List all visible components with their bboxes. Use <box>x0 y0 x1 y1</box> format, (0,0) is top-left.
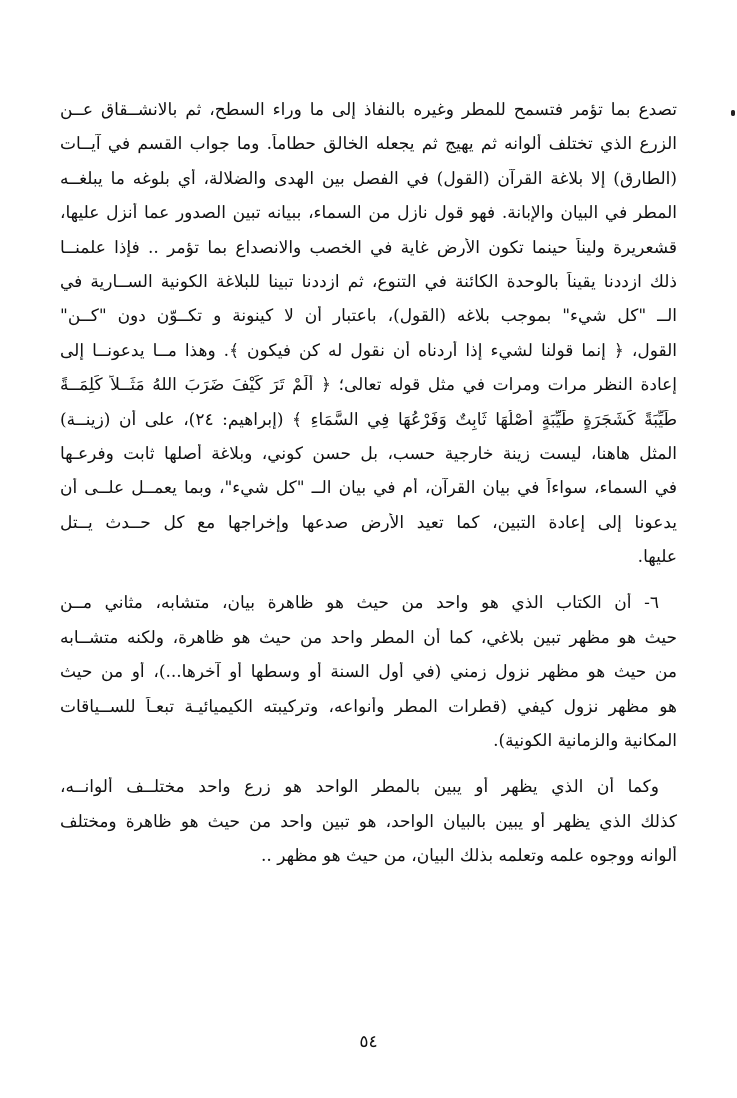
text-line: يدعونا إلى إعادة التبين، كما تعيد الأرض صدعها وإخراجها مع كل حــدث يــتل <box>60 512 677 533</box>
paragraph-gap <box>60 765 677 777</box>
body-text <box>60 100 677 881</box>
text-line: قشعريرة وليناً حينما تكون الأرض غاية في الخصب والانصداع بما تؤمر .. فإذا علمنــا <box>60 237 677 258</box>
text-line: تصدع بما تؤمر فتسمح للمطر وغيره بالنفاذ إلى ما وراء السطح، ثم بالانشــقاق عــن <box>60 100 677 120</box>
text-line: القول، ﴿ إنما قولنا لشيء إذا أردناه أن نقول له كن فيكون ﴾. وهذا مــا يدعونــا إلى <box>60 340 677 361</box>
page-number: ٥٤ <box>359 1032 378 1052</box>
text-line: هو مظهر نزول كيفي (قطرات المطر وأنواعه، وتركيبته الكيميائيـة تبعـاً للســياقات <box>60 696 677 717</box>
text-line: في السماء، سواءاً في بيان القرآن، أم في بيان الــ "كل شيء"، وبما يعمــل علــى أن <box>60 478 677 499</box>
text-line: المطر في البيان والإبانة. فهو قول نازل من السماء، ببيانه تبين الصدور عما أنزل عليها، <box>60 203 677 224</box>
paragraph-gap <box>60 581 677 593</box>
text-line: (الطارق) إلا بلاغة القرآن (القول) في الفصل بين الهدى والضلالة، أي بلوغه ما يبلغــه <box>60 168 677 189</box>
text-line: كذلك الذي يظهر أو يبين بالبيان الواحد، هو تبين واحد من حيث هو ظاهرة ومختلف <box>60 811 677 832</box>
text-line: ألوانه ووجوه علمه وتعلمه بذلك البيان، من حيث هو مظهر .. <box>260 846 677 867</box>
text-line: عليها. <box>637 547 677 568</box>
text-line: حيث هو مظهر تبين بلاغي، كما أن المطر واحد من حيث هو ظاهرة، ولكنه متشــابه <box>60 627 677 648</box>
text-line: من حيث هو مظهر نزول زمني (في أول السنة أو وسطها أو آخرها...)، أو من حيث <box>60 662 677 683</box>
text-line: وكما أن الذي يظهر أو يبين بالمطر الواحد هو زرع واحد مختلــف ألوانــه، <box>60 777 659 798</box>
text-line: المكانية والزمانية الكونية). <box>493 731 677 752</box>
text-line: ذلك ازددنا يقيناً بالوحدة الكائنة في التنوع، ثم ازددنا تبينا للبلاغة الكونية الســارية في <box>60 271 677 292</box>
text-line: الزرع الذي تختلف ألوانه ثم يهيج ثم يجعله الخالق حطاماً. وما جواب القسم في آيــات <box>60 134 677 155</box>
text-line: المثل هاهنا، ليست زينة خارجية حسب، بل حسن كوني، وبلاغة أصلها ثابت وفرعـها <box>60 443 677 464</box>
text-line: ٦- أن الكتاب الذي هو واحد من حيث هو ظاهرة بيان، متشابه، مثاني مــن <box>60 593 659 614</box>
text-line: إعادة النظر مرات ومرات في مثل قوله تعالى؛ ﴿ أَلَمْ تَرَ كَيْفَ ضَرَبَ اللهُ مَثَــلاً كَلِمَــةً <box>60 375 677 396</box>
text-line: طَيِّبَةً كَشَجَرَةٍ طَيِّبَةٍ أَصْلُهَا ثَابِتٌ وَفَرْعُهَا فِي السَّمَاءِ ﴾ (إبراهيم: ٢٤)، على أن (زينــة) <box>60 409 677 430</box>
page-edge-mark <box>731 110 735 116</box>
text-line: الــ "كل شيء" بموجب بلاغه (القول)، باعتبار أن لا كينونة و تكــوّن دون "كــن" <box>60 306 677 327</box>
